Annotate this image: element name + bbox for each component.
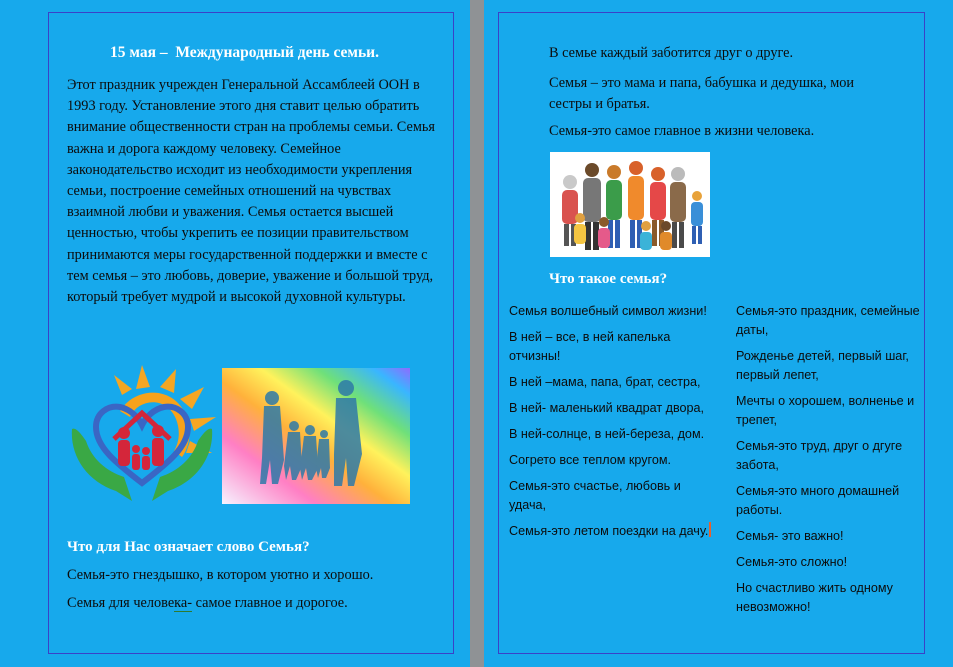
poem-left-line[interactable]: Семья-это летом поездки на дачу. (509, 522, 719, 541)
left-line-2[interactable] (67, 595, 348, 612)
poem-left-line[interactable]: В ней-солнце, в ней-береза, дом. (509, 427, 705, 441)
poem-right-column (736, 302, 932, 624)
right-line-2a[interactable]: Семья – это мама и папа, бабушка и дедушка, мои (549, 75, 855, 91)
poem-right-line[interactable]: Рожденье детей, первый шаг, первый лепет, (736, 349, 909, 382)
text-cursor (709, 522, 711, 537)
poem-right-line[interactable]: Семья-это много домашней работы. (736, 484, 900, 517)
poem-left-column (509, 302, 719, 548)
page-title[interactable]: 15 мая – Международный день семьи. (110, 44, 379, 61)
poem-left-line[interactable]: В ней – все, в ней капелька отчизны! (509, 330, 671, 363)
poem-right-line[interactable]: Семья-это праздник, семейные даты, (736, 304, 920, 337)
poem-left-line[interactable]: Семья-это счастье, любовь и удача, (509, 479, 681, 512)
left-line-1[interactable]: Семья-это гнездышко, в котором уютно и хорошо. (67, 567, 374, 583)
left-line-2-text-a: Семья для челове (67, 595, 175, 611)
poem-left-line[interactable]: Семья волшебный символ жизни! (509, 304, 707, 318)
family-rainbow-image (222, 368, 410, 504)
family-heart-logo (66, 365, 218, 507)
poem-left-line[interactable]: Согрето все теплом кругом. (509, 453, 672, 467)
poem-right-line[interactable]: Семья-это сложно! (736, 555, 848, 569)
right-line-2b[interactable]: сестры и братья. (549, 96, 650, 112)
right-line-1[interactable]: В семье каждый заботится друг о друге. (549, 45, 794, 61)
left-heading[interactable]: Что для Нас означает слово Семья? (67, 539, 310, 555)
poem-right-line[interactable]: Мечты о хорошем, волненье и трепет, (736, 394, 915, 427)
left-line-2-marked-text: ка- (174, 595, 193, 611)
poem-left-line[interactable]: В ней –мама, папа, брат, сестра, (509, 375, 701, 389)
right-line-3[interactable]: Семья-это самое главное в жизни человека. (549, 123, 815, 139)
family-group-image (550, 152, 710, 257)
left-line-2-text-b: самое главное и дорогое. (192, 595, 348, 611)
poem-left-line[interactable]: В ней- маленький квадрат двора, (509, 401, 705, 415)
poem-right-line[interactable]: Семья-это труд, друг о дгуге забота, (736, 439, 903, 472)
poem-right-line[interactable]: Семья- это важно! (736, 529, 844, 543)
poem-right-line[interactable]: Но счастливо жить одному невозможно! (736, 581, 893, 614)
right-heading[interactable]: Что такое семья? (549, 271, 668, 287)
intro-paragraph[interactable]: Этот праздник учрежден Генеральной Ассамблеей ООН в 1993 году. Установление этого дня ставит целью обратить внимание общественности стран на проблемы семьи. Семья важна и дорога каждому человеку. Семейное законодательство исходит из необходимости укрепления семьи, построение семейных отношений на чувствах взаимной любви и уважения. Семья остается высшей ценностью, чтобы укрепить ее позиции правительством принимаются меры государственной поддержки и вместе с тем семья – это любовь, доверие, уважение и большой труд, который требует мудрой и высокой духовной культуры. (67, 77, 435, 306)
